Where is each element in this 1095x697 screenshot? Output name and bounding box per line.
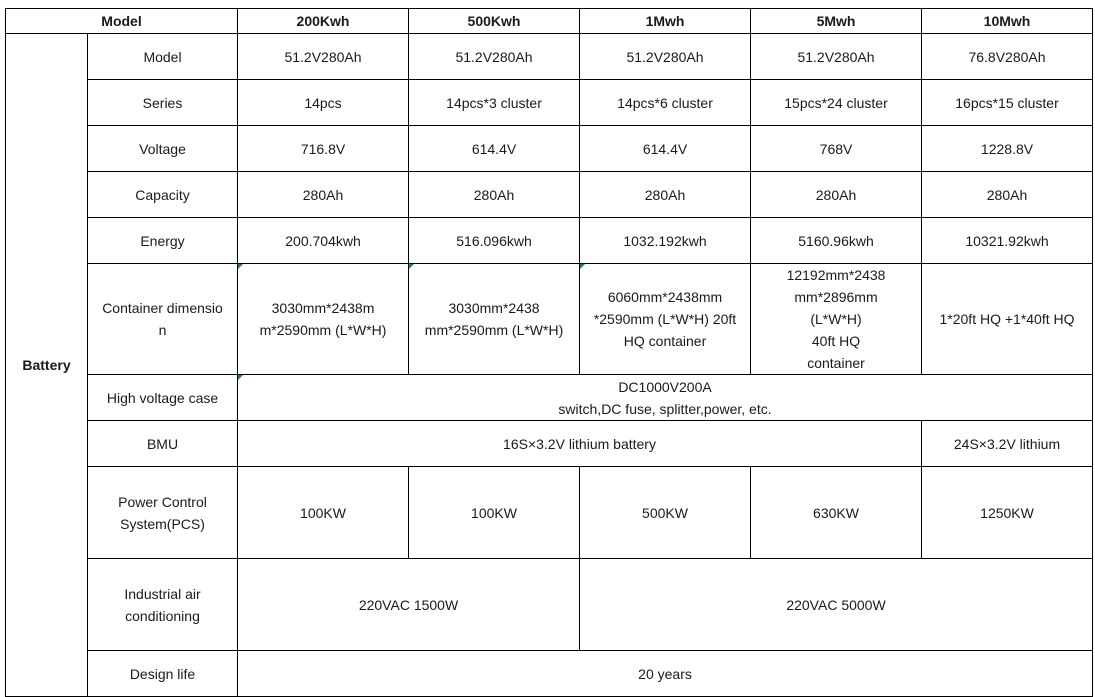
row-series-label: Series	[88, 80, 238, 126]
text-line: (L*W*H)	[810, 311, 862, 327]
cell: 614.4V	[409, 126, 580, 172]
cell: 51.2V280Ah	[409, 34, 580, 80]
text-line: Industrial air	[124, 585, 201, 602]
cell: 51.2V280Ah	[238, 34, 409, 80]
cell: 280Ah	[409, 172, 580, 218]
cell: 51.2V280Ah	[580, 34, 751, 80]
header-10mwh: 10Mwh	[922, 9, 1093, 34]
row-design-life	[6, 651, 1093, 697]
cell: 716.8V	[238, 126, 409, 172]
cell: 14pcs*3 cluster	[409, 80, 580, 126]
text-line: mm*2896mm	[794, 289, 878, 305]
row-high-voltage-case	[6, 375, 1093, 421]
text-line: 3030mm*2438m	[271, 300, 375, 316]
row-energy	[6, 218, 1093, 264]
row-pcs-label	[88, 467, 238, 559]
cell: 500KW	[580, 467, 751, 559]
row-air-conditioning	[6, 559, 1093, 651]
cell: 1*20ft HQ +1*40ft HQ	[922, 264, 1093, 375]
text-line: container	[807, 355, 865, 371]
cell: 280Ah	[751, 172, 922, 218]
header-model: Model	[6, 9, 238, 34]
text-line: DC1000V200A	[618, 378, 712, 395]
group-battery: Battery	[6, 34, 88, 697]
cell: 1228.8V	[922, 126, 1093, 172]
cell: 280Ah	[922, 172, 1093, 218]
cell: 516.096kwh	[409, 218, 580, 264]
header-200kwh: 200Kwh	[238, 9, 409, 34]
cell: 10321.92kwh	[922, 218, 1093, 264]
container-label-line2: n	[158, 322, 167, 338]
row-voltage-label: Voltage	[88, 126, 238, 172]
cell: 14pcs	[238, 80, 409, 126]
container-label-line1: Container dimensio	[102, 300, 223, 316]
cell: 15pcs*24 cluster	[751, 80, 922, 126]
cell: 768V	[751, 126, 922, 172]
cell: 614.4V	[580, 126, 751, 172]
text-line: mm*2590mm (L*W*H)	[424, 322, 564, 338]
row-container-label	[88, 264, 238, 375]
cell	[751, 264, 922, 375]
row-energy-label: Energy	[88, 218, 238, 264]
cell: 14pcs*6 cluster	[580, 80, 751, 126]
row-model-label: Model	[88, 34, 238, 80]
cell: 100KW	[409, 467, 580, 559]
cell: 280Ah	[580, 172, 751, 218]
text-line: 3030mm*2438	[448, 300, 540, 316]
battery-spec-table	[5, 8, 1093, 697]
text-line: m*2590mm (L*W*H)	[259, 322, 387, 338]
row-design-life-label: Design life	[88, 651, 238, 697]
bmu-value-span: 16S×3.2V lithium battery	[238, 421, 922, 467]
cell	[409, 264, 580, 375]
text-line: System(PCS)	[120, 515, 205, 532]
row-hv-label: High voltage case	[88, 375, 238, 421]
row-air-label	[88, 559, 238, 651]
cell: 1032.192kwh	[580, 218, 751, 264]
hv-case-value	[238, 375, 1093, 421]
air-value-small: 220VAC 1500W	[238, 559, 580, 651]
cell: 630KW	[751, 467, 922, 559]
cell: 5160.96kwh	[751, 218, 922, 264]
text-line: conditioning	[125, 607, 200, 624]
row-container-dimension	[6, 264, 1093, 375]
design-life-value: 20 years	[238, 651, 1093, 697]
header-1mwh: 1Mwh	[580, 9, 751, 34]
cell: 100KW	[238, 467, 409, 559]
cell: 76.8V280Ah	[922, 34, 1093, 80]
cell: 51.2V280Ah	[751, 34, 922, 80]
text-line: 40ft HQ	[811, 333, 861, 349]
row-capacity	[6, 172, 1093, 218]
text-line: 6060mm*2438mm	[607, 289, 723, 305]
text-line: *2590mm (L*W*H) 20ft	[593, 311, 737, 327]
header-row	[6, 9, 1093, 34]
cell: 16pcs*15 cluster	[922, 80, 1093, 126]
cell: 200.704kwh	[238, 218, 409, 264]
text-line: switch,DC fuse, splitter,power, etc.	[558, 400, 772, 417]
text-line: Power Control	[118, 493, 207, 510]
cell	[580, 264, 751, 375]
row-voltage	[6, 126, 1093, 172]
row-bmu	[6, 421, 1093, 467]
row-model	[6, 34, 1093, 80]
header-500kwh: 500Kwh	[409, 9, 580, 34]
row-capacity-label: Capacity	[88, 172, 238, 218]
header-5mwh: 5Mwh	[751, 9, 922, 34]
bmu-value-10mwh: 24S×3.2V lithium	[922, 421, 1093, 467]
row-bmu-label: BMU	[88, 421, 238, 467]
text-line: 12192mm*2438	[786, 267, 886, 283]
cell: 1250KW	[922, 467, 1093, 559]
row-series	[6, 80, 1093, 126]
cell: 280Ah	[238, 172, 409, 218]
cell	[238, 264, 409, 375]
row-pcs	[6, 467, 1093, 559]
air-value-large: 220VAC 5000W	[580, 559, 1093, 651]
text-line: HQ container	[623, 333, 707, 349]
